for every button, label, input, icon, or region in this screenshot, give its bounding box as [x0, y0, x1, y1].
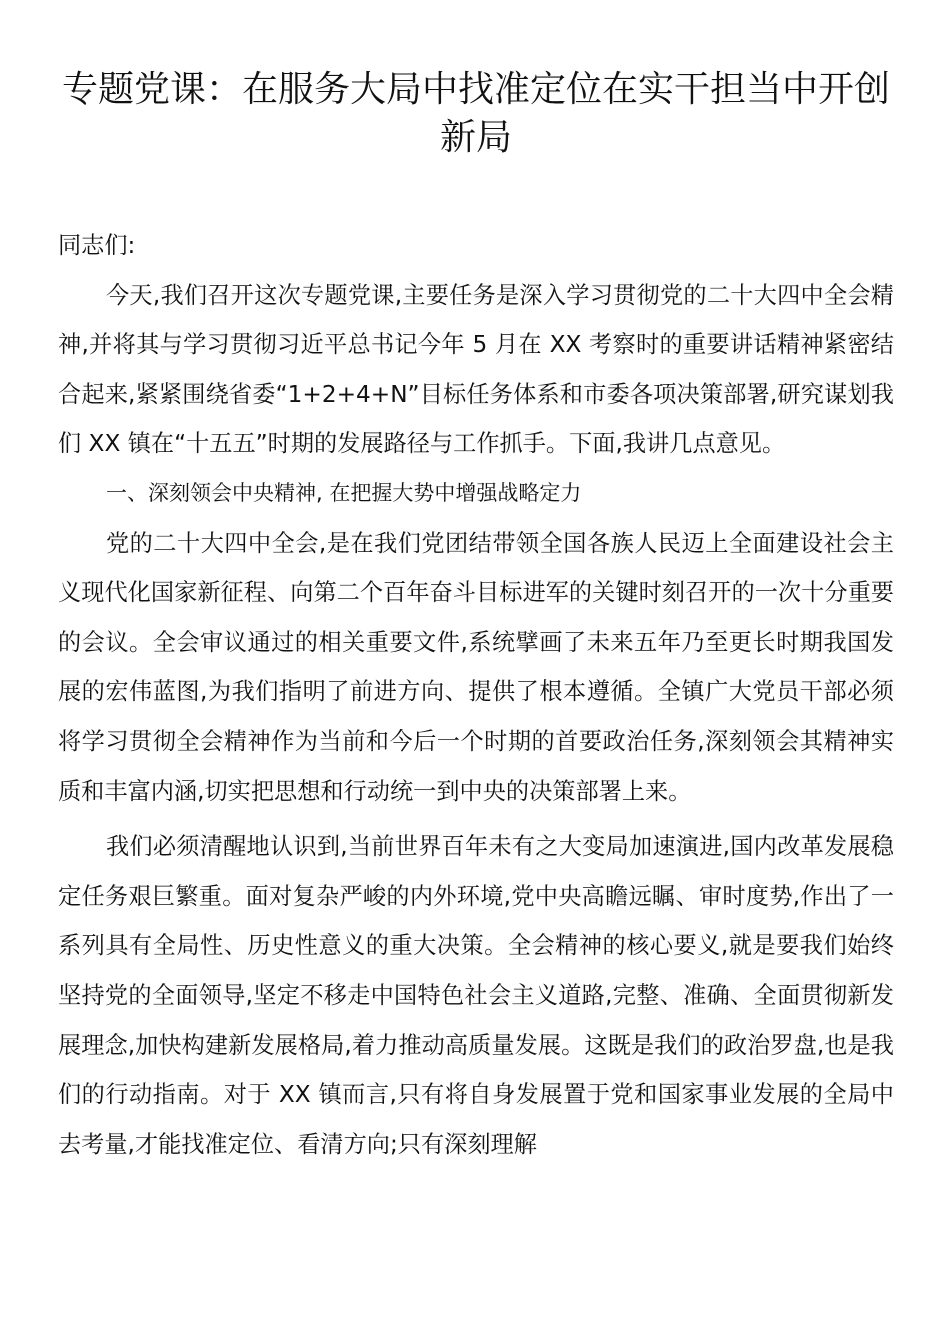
paragraph-intro: 今天,我们召开这次专题党课,主要任务是深入学习贯彻党的二十大四中全会精神,并将其与学习贯彻习近平总书记今年 5 月在 XX 考察时的重要讲话精神紧密结合起来,紧紧围绕省委“1+2+4+N”目标任务体系和市委各项决策部署,研究谋划我们 XX 镇在“十五五”时期的发展路径与工作抓手。下面,我讲几点意见。: [58, 281, 894, 458]
salutation: 同志们:: [58, 232, 136, 259]
document-body: [58, 221, 894, 1169]
document-title: 专题党课：在服务大局中找准定位在实干担当中开创新局: [61, 69, 890, 158]
paragraph-plenum: 党的二十大四中全会,是在我们党团结带领全国各族人民迈上全面建设社会主义现代化国家新征程、向第二个百年奋斗目标进军的关键时刻召开的一次十分重要的会议。全会审议通过的相关重要文件,系统擘画了未来五年乃至更长时期我国发展的宏伟蓝图,为我们指明了前进方向、提供了根本遵循。全镇广大党员干部必须将学习贯彻全会精神作为当前和今后一个时期的首要政治任务,深刻领会其精神实质和丰富内涵,切实把思想和行动统一到中央的决策部署上来。: [58, 529, 894, 805]
section-heading-1: 一、深刻领会中央精神, 在把握大势中增强战略定力: [106, 480, 582, 505]
paragraph-situation: 我们必须清醒地认识到,当前世界百年未有之大变局加速演进,国内改革发展稳定任务艰巨繁重。面对复杂严峻的内外环境,党中央高瞻远瞩、审时度势,作出了一系列具有全局性、历史性意义的重大决策。全会精神的核心要义,就是要我们始终坚持党的全面领导,坚定不移走中国特色社会主义道路,完整、准确、全面贯彻新发展理念,加快构建新发展格局,着力推动高质量发展。这既是我们的政治罗盘,也是我们的行动指南。对于 XX 镇而言,只有将自身发展置于党和国家事业发展的全局中去考量,才能找准定位、看清方向;只有深刻理解: [58, 833, 894, 1158]
